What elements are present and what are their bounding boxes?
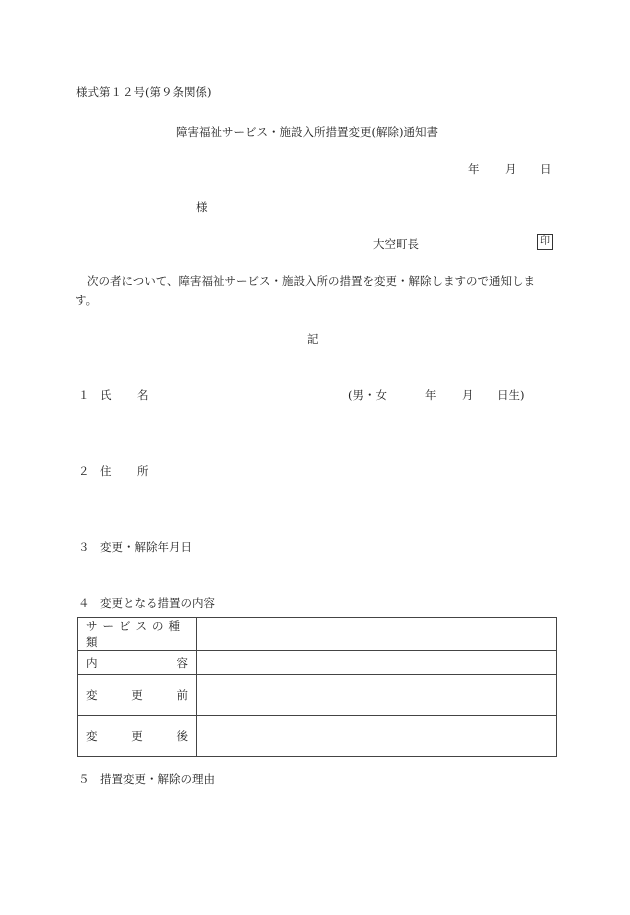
- content-value: [197, 651, 557, 675]
- after-label-char-1: 変: [86, 729, 98, 743]
- table-row-after: [78, 716, 557, 757]
- item-4-number: ４: [78, 596, 90, 610]
- date-month-label: 月: [505, 162, 517, 176]
- content-label-char-1: 内: [86, 655, 98, 670]
- item-3-label: 変更・解除年月日: [100, 540, 192, 554]
- before-label-char-3: 前: [176, 688, 188, 702]
- document-title: 障害福祉サービス・施設入所措置変更(解除)通知書: [176, 125, 438, 139]
- service-type-value: [197, 618, 557, 651]
- item-3-number: ３: [78, 540, 90, 554]
- before-value: [197, 675, 557, 716]
- item-4-label: 変更となる措置の内容: [100, 596, 215, 610]
- item-2-label-a: 住: [100, 464, 112, 478]
- item-5-number: ５: [78, 772, 90, 786]
- item-1-birth: 日生): [497, 388, 525, 402]
- seal-mark: 印: [537, 234, 553, 250]
- issuer-name: 大空町長: [373, 237, 419, 251]
- item-1-month: 月: [462, 388, 474, 402]
- item-1-gender: (男・女: [348, 388, 387, 402]
- item-5-label: 措置変更・解除の理由: [100, 772, 215, 786]
- addressee-suffix: 様: [196, 200, 208, 214]
- content-label-char-2: 容: [176, 655, 188, 670]
- date-year-label: 年: [468, 162, 480, 176]
- ki-heading: 記: [307, 332, 319, 346]
- item-2-label-b: 所: [137, 464, 149, 478]
- before-label-char-2: 更: [131, 688, 143, 702]
- service-type-label: サービスの種類: [78, 618, 197, 651]
- table-row-service-type: [78, 618, 557, 651]
- measures-table: [77, 617, 557, 757]
- item-2-number: ２: [78, 464, 90, 478]
- form-number: 様式第１２号(第９条関係): [76, 85, 212, 99]
- table-row-content: [78, 651, 557, 675]
- after-label: [78, 716, 197, 757]
- item-1-label-a: 氏: [100, 388, 112, 402]
- item-1-label-b: 名: [137, 388, 149, 402]
- body-paragraph: 次の者について、障害福祉サービス・施設入所の措置を変更・解除しますので通知します。: [75, 274, 536, 307]
- after-value: [197, 716, 557, 757]
- after-label-char-2: 更: [131, 729, 143, 743]
- date-day-label: 日: [540, 162, 552, 176]
- table-row-before: [78, 675, 557, 716]
- content-label: [78, 651, 197, 675]
- before-label-char-1: 変: [86, 688, 98, 702]
- item-1-year: 年: [425, 388, 437, 402]
- after-label-char-3: 後: [176, 729, 188, 743]
- before-label: [78, 675, 197, 716]
- item-1-number: １: [78, 388, 90, 402]
